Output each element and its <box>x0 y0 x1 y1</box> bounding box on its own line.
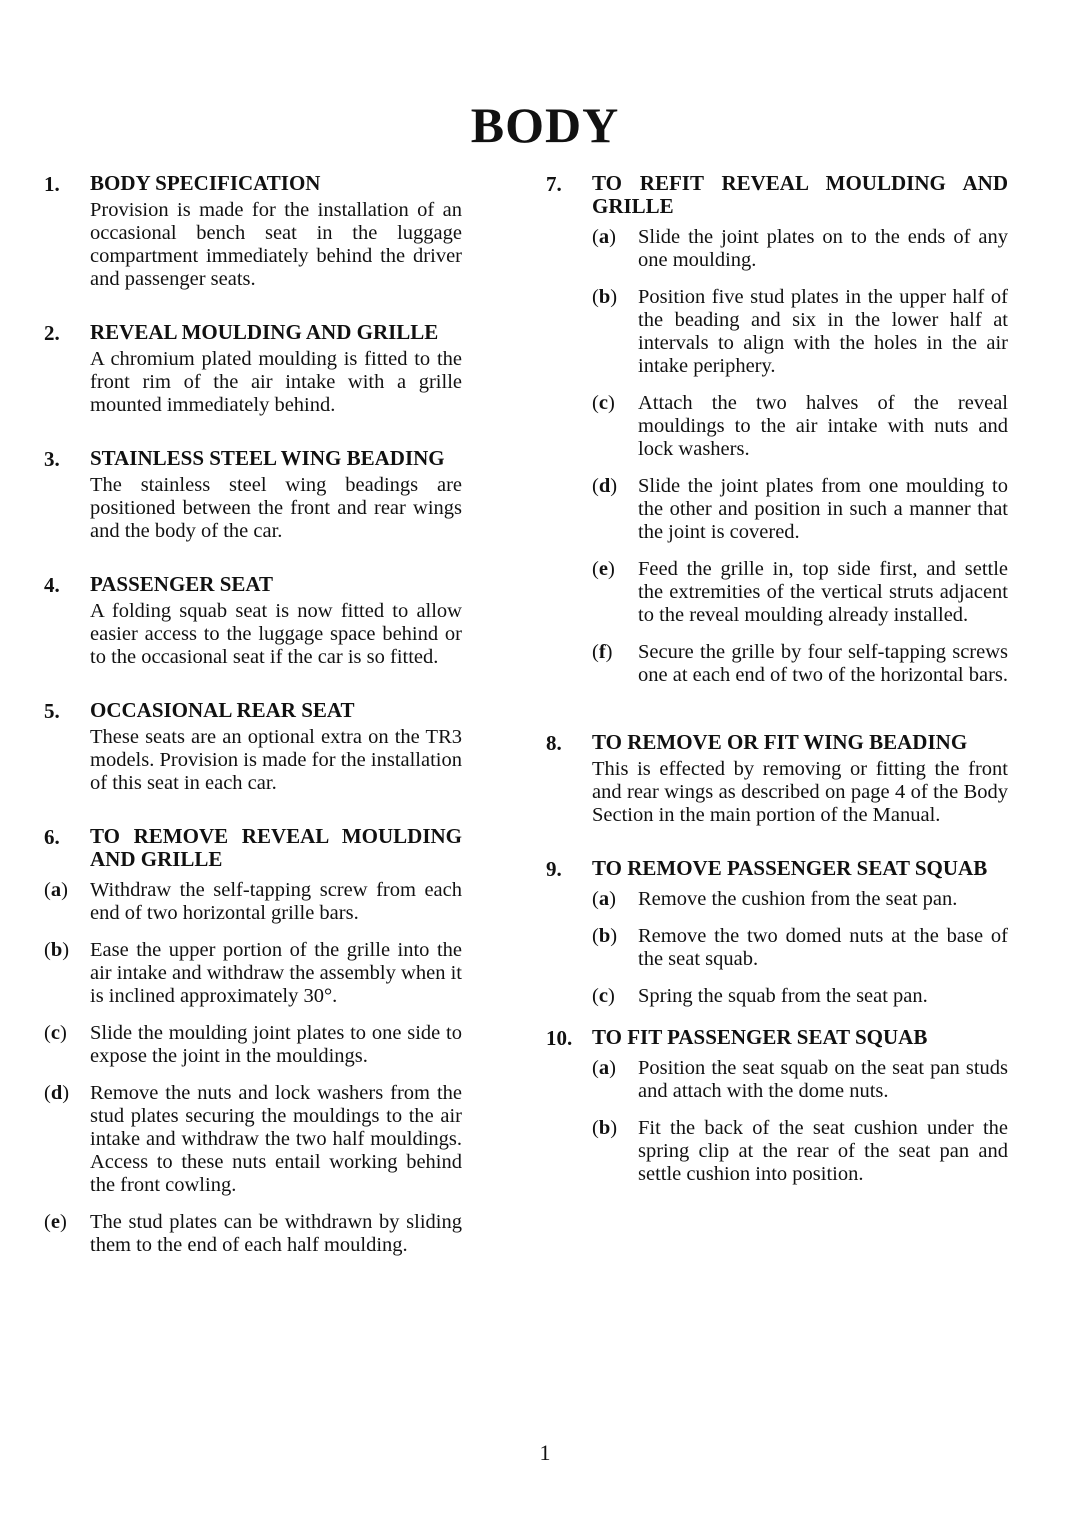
item-label: e <box>50 1211 60 1233</box>
section-heading: TO REFIT REVEAL MOULDING AND GRILLE <box>592 171 1008 218</box>
section-number: 1. <box>44 172 60 196</box>
section-heading: TO REMOVE OR FIT WING BEADING <box>592 730 968 754</box>
list-item: (a) Withdraw the self-tapping screw from each end of two horizontal grille bars. <box>44 879 462 924</box>
section-number: 5. <box>44 699 60 723</box>
section-wing-beading <box>44 447 462 543</box>
item-label: f <box>598 641 606 663</box>
list-item: (b) Remove the two domed nuts at the base of the seat squab. <box>592 925 1008 970</box>
section-wing-beading-fit <box>546 731 1008 827</box>
section-text: The stainless steel wing beadings are positioned between the front and rear wings and the body of the car. <box>90 474 462 542</box>
list-item: (a) Position the seat squab on the seat pan studs and attach with the dome nuts. <box>592 1057 1008 1102</box>
item-label: c <box>50 1022 60 1044</box>
item-label: a <box>50 879 62 901</box>
item-text: Fit the back of the seat cushion under the spring clip at the rear of the seat pan and settle cushion into position. <box>638 1117 1008 1185</box>
list-item: (e) Feed the grille in, top side first, and settle the extremities of the vertical struts adjacent to the reveal moulding already installed. <box>592 558 1008 626</box>
right-column <box>546 172 1008 1200</box>
item-text: Ease the upper portion of the grille into the air intake and withdraw the assembly when it is inclined approximately 30°. <box>90 939 462 1007</box>
section-heading: PASSENGER SEAT <box>90 572 274 596</box>
section-refit-reveal-moulding <box>546 172 1008 687</box>
item-label: b <box>598 925 611 947</box>
item-label: d <box>50 1082 63 1104</box>
section-heading: TO REMOVE REVEAL MOULDING AND GRILLE <box>90 824 462 871</box>
item-text: Spring the squab from the seat pan. <box>638 985 928 1007</box>
left-column <box>44 172 462 1271</box>
item-label: a <box>598 226 610 248</box>
section-occasional-rear-seat <box>44 699 462 795</box>
section-number: 8. <box>546 731 562 755</box>
list-item: (b) Position five stud plates in the upper half of the beading and six in the lower half at intervals to align with the holes in the air intake periphery. <box>592 286 1008 377</box>
list-item: (c) Attach the two halves of the reveal mouldings to the air intake with nuts and lock washers. <box>592 392 1008 460</box>
section-text: Provision is made for the installation of an occasional bench seat in the luggage compartment immediately behind the driver and passenger seats. <box>90 199 462 290</box>
item-label: b <box>598 286 611 308</box>
section-number: 6. <box>44 825 60 849</box>
item-text: Feed the grille in, top side first, and settle the extremities of the vertical struts adjacent to the reveal moulding already installed. <box>638 558 1008 626</box>
list-item: (e) The stud plates can be withdrawn by sliding them to the end of each half moulding. <box>44 1211 462 1256</box>
list-item: (d) Remove the nuts and lock washers from the stud plates securing the mouldings to the air intake and withdraw the two half mouldings. Access to these nuts entail working behind the front cowling. <box>44 1082 462 1196</box>
item-text: Withdraw the self-tapping screw from each end of two horizontal grille bars. <box>90 879 462 924</box>
item-label: a <box>598 888 610 910</box>
section-text: These seats are an optional extra on the TR3 models. Provision is made for the installation of this seat in each car. <box>90 726 462 794</box>
section-heading: TO FIT PASSENGER SEAT SQUAB <box>592 1025 928 1049</box>
section-heading: STAINLESS STEEL WING BEADING <box>90 446 445 470</box>
section-remove-seat-squab <box>546 857 1008 1008</box>
section-heading: BODY SPECIFICATION <box>90 171 321 195</box>
section-number: 2. <box>44 321 60 345</box>
section-reveal-moulding <box>44 321 462 417</box>
item-label: c <box>598 392 608 414</box>
list-item: (b) Fit the back of the seat cushion under the spring clip at the rear of the seat pan and settle cushion into position. <box>592 1117 1008 1185</box>
section-passenger-seat <box>44 573 462 669</box>
item-text: Attach the two halves of the reveal mouldings to the air intake with nuts and lock washers. <box>638 392 1008 460</box>
section-number: 7. <box>546 172 562 196</box>
section-heading: OCCASIONAL REAR SEAT <box>90 698 355 722</box>
section-number: 9. <box>546 857 562 881</box>
item-label: e <box>598 558 608 580</box>
list-item: (c) Spring the squab from the seat pan. <box>592 985 1008 1008</box>
section-heading: REVEAL MOULDING AND GRILLE <box>90 320 439 344</box>
page-number: 1 <box>539 1440 551 1465</box>
section-number: 4. <box>44 573 60 597</box>
item-label: d <box>598 475 611 497</box>
list-item: (b) Ease the upper portion of the grille into the air intake and withdraw the assembly when it is inclined approximately 30°. <box>44 939 462 1007</box>
item-text: Slide the joint plates from one moulding to the other and position in such a manner that the joint is covered. <box>638 475 1008 543</box>
section-text: A folding squab seat is now fitted to allow easier access to the luggage space behind or to the occasional seat if the car is so fitted. <box>90 600 462 668</box>
item-text: Remove the nuts and lock washers from the stud plates securing the mouldings to the air intake and withdraw the two half mouldings. Access to these nuts entail working behind the front cowling. <box>90 1082 462 1196</box>
section-heading: TO REMOVE PASSENGER SEAT SQUAB <box>592 856 988 880</box>
page-title: BODY <box>470 97 620 153</box>
section-body-specification <box>44 172 462 291</box>
list-item: (f) Secure the grille by four self-tapping screws one at each end of two of the horizontal bars. <box>592 641 1009 686</box>
item-text: Remove the cushion from the seat pan. <box>638 888 958 910</box>
item-label: a <box>598 1057 610 1079</box>
section-fit-seat-squab <box>546 1026 1008 1186</box>
item-text: Secure the grille by four self-tapping screws one at each end of two of the horizontal bars. <box>638 641 1009 686</box>
item-text: The stud plates can be withdrawn by sliding them to the end of each half moulding. <box>90 1211 462 1256</box>
item-label: c <box>598 985 608 1007</box>
list-item: (d) Slide the joint plates from one moulding to the other and position in such a manner that the joint is covered. <box>592 475 1008 543</box>
item-text: Remove the two domed nuts at the base of the seat squab. <box>638 925 1008 970</box>
section-number: 3. <box>44 447 60 471</box>
list-item: (a) Slide the joint plates on to the ends of any one moulding. <box>592 226 1008 271</box>
section-remove-reveal-moulding <box>44 825 462 1257</box>
item-label: b <box>50 939 63 961</box>
section-number: 10. <box>546 1026 573 1050</box>
item-text: Slide the joint plates on to the ends of any one moulding. <box>638 226 1008 271</box>
list-item: (a) Remove the cushion from the seat pan. <box>592 888 1008 911</box>
item-text: Position the seat squab on the seat pan studs and attach with the dome nuts. <box>638 1057 1008 1102</box>
section-text: This is effected by removing or fitting the front and rear wings as described on page 4 of the Body Section in the main portion of the Manual. <box>592 758 1008 826</box>
item-text: Position five stud plates in the upper half of the beading and six in the lower half at intervals to align with the holes in the air intake periphery. <box>638 286 1008 377</box>
item-text: Slide the moulding joint plates to one side to expose the joint in the mouldings. <box>90 1022 462 1067</box>
section-text: A chromium plated moulding is fitted to the front rim of the air intake with a grille mounted immediately behind. <box>90 348 462 416</box>
list-item: (c) Slide the moulding joint plates to one side to expose the joint in the mouldings. <box>44 1022 462 1067</box>
item-label: b <box>598 1117 611 1139</box>
